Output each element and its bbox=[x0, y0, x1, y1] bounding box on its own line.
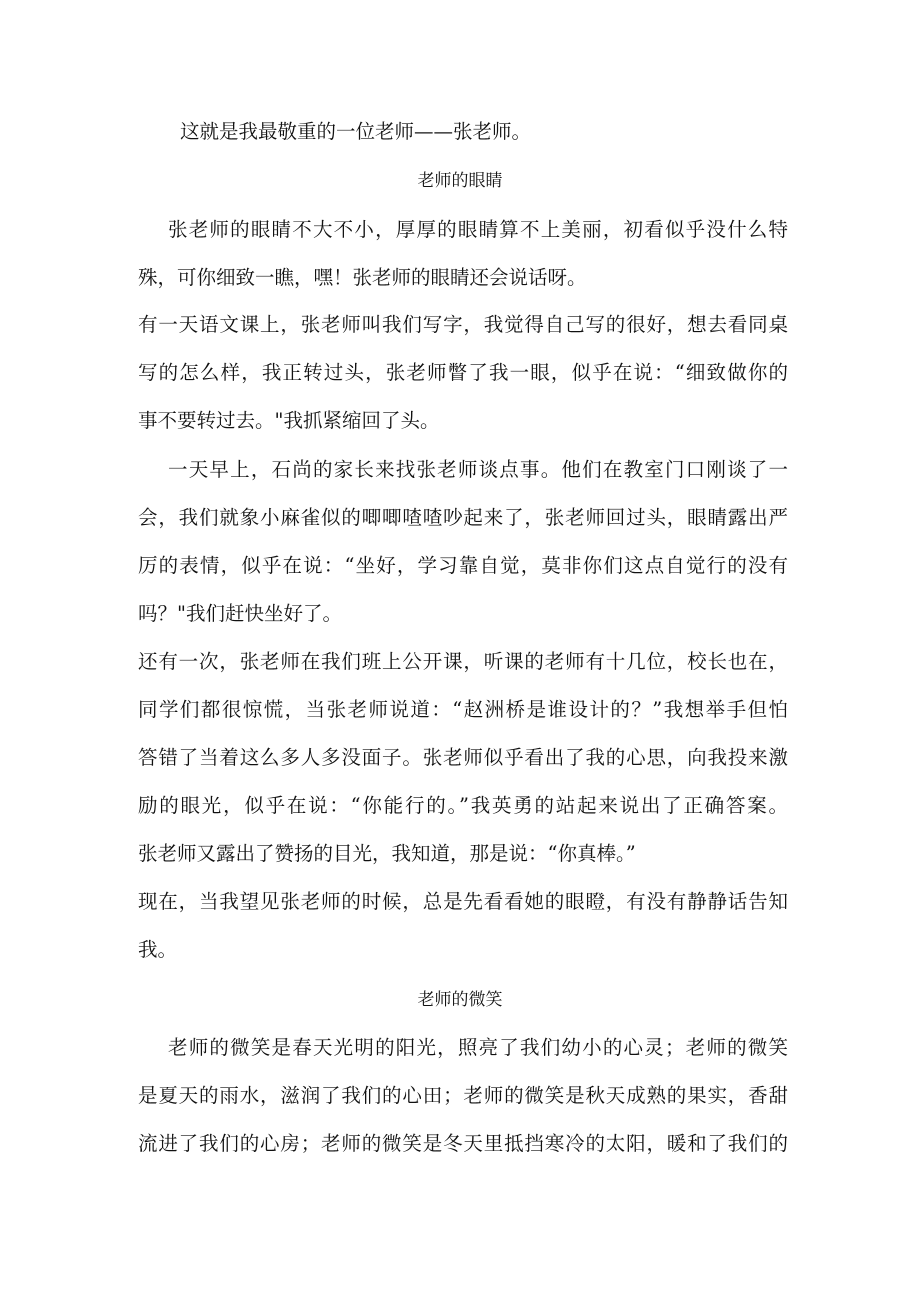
paragraph-line: 现在，当我望见张老师的时候，总是先看看她的眼瞪，有没有静静话告知 bbox=[138, 890, 788, 913]
paragraph-line: 流进了我们的心房；老师的微笑是冬天里抵挡寒冷的太阳，暖和了我们的 bbox=[138, 1132, 788, 1155]
section-heading-smile: 老师的微笑 bbox=[417, 990, 503, 1010]
paragraph-line: 我。 bbox=[138, 938, 178, 961]
paragraph-line: 同学们都很惊慌，当张老师说道：“赵洲桥是谁设计的？”我想举手但怕 bbox=[138, 698, 788, 721]
paragraph-line: 会，我们就象小麻雀似的唧唧喳喳吵起来了，张老师回过头，眼睛露出严 bbox=[138, 506, 788, 529]
paragraph-line: 老师的微笑是春天光明的阳光，照亮了我们幼小的心灵；老师的微笑 bbox=[168, 1036, 788, 1059]
paragraph-line: 有一天语文课上，张老师叫我们写字，我觉得自己写的很好，想去看同桌 bbox=[138, 313, 788, 336]
paragraph-line: 殊，可你细致一瞧，嘿！张老师的眼睛还会说话呀。 bbox=[138, 266, 587, 289]
intro-line: 这就是我最敬重的一位老师——张老师。 bbox=[180, 120, 532, 143]
paragraph-line: 吗？"我们赶快坐好了。 bbox=[138, 602, 342, 625]
paragraph-line: 是夏天的雨水，滋润了我们的心田；老师的微笑是秋天成熟的果实，香甜 bbox=[138, 1084, 788, 1107]
paragraph-line: 写的怎么样，我正转过头，张老师瞥了我一眼，似乎在说：“细致做你的 bbox=[138, 361, 788, 384]
paragraph-line: 厉的表情，似乎在说：“坐好，学习靠自觉，莫非你们这点自觉行的没有 bbox=[138, 554, 788, 577]
paragraph-line: 事不要转过去。"我抓紧缩回了头。 bbox=[138, 409, 440, 432]
section-heading-eyes: 老师的眼睛 bbox=[417, 171, 503, 191]
paragraph-line: 还有一次，张老师在我们班上公开课，听课的老师有十几位，校长也在， bbox=[138, 650, 788, 673]
paragraph-line: 励的眼光，似乎在说：“你能行的。”我英勇的站起来说出了正确答案。 bbox=[138, 794, 788, 817]
paragraph-line: 答错了当着这么多人多没面子。张老师似乎看出了我的心思，向我投来激 bbox=[138, 746, 788, 769]
paragraph-line: 张老师又露出了赞扬的目光，我知道，那是说：“你真棒。” bbox=[138, 842, 636, 865]
paragraph-line: 一天早上，石尚的家长来找张老师谈点事。他们在教室门口刚谈了一 bbox=[168, 458, 788, 481]
paragraph-line: 张老师的眼睛不大不小，厚厚的眼睛算不上美丽，初看似乎没什么特 bbox=[168, 218, 788, 241]
